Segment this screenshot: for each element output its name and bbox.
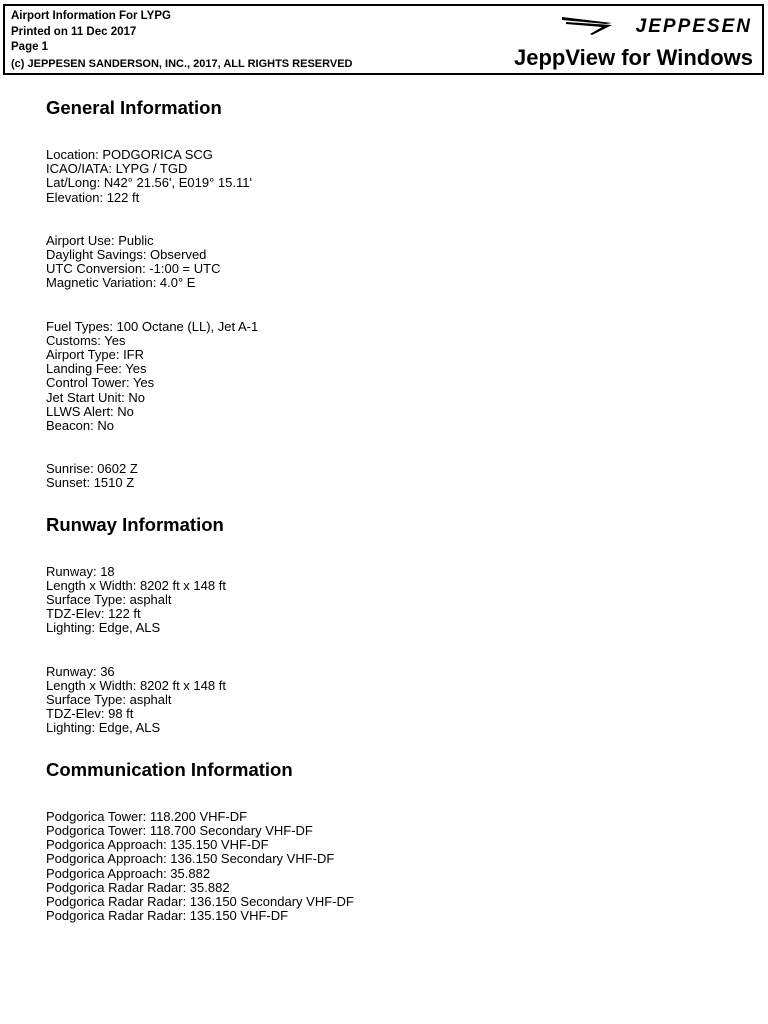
jeppesen-swoosh-icon xyxy=(562,17,614,37)
general-heading: General Information xyxy=(46,97,222,118)
info-line: Podgorica Approach: 135.150 VHF-DF xyxy=(46,837,269,853)
info-line: Sunrise: 0602 Z xyxy=(46,461,138,477)
info-line: Daylight Savings: Observed xyxy=(46,247,207,263)
info-line: Runway: 18 xyxy=(46,563,115,579)
info-line: Lighting: Edge, ALS xyxy=(46,620,161,636)
info-line: Podgorica Approach: 35.882 xyxy=(46,865,211,881)
page-header xyxy=(3,4,764,75)
info-line: Elevation: 122 ft xyxy=(46,189,140,205)
info-line: Jet Start Unit: No xyxy=(46,389,145,405)
info-line: Location: PODGORICA SCG xyxy=(46,147,213,162)
info-line: Magnetic Variation: 4.0° E xyxy=(46,275,196,291)
info-group xyxy=(46,320,726,434)
product-name: JeppView for Windows xyxy=(514,45,753,70)
header-info xyxy=(11,9,353,72)
info-group xyxy=(46,565,726,636)
info-group xyxy=(46,148,726,205)
info-line: LLWS Alert: No xyxy=(46,403,134,419)
info-line: Surface Type: asphalt xyxy=(46,692,172,708)
info-line: TDZ-Elev: 98 ft xyxy=(46,706,134,722)
info-line: Landing Fee: Yes xyxy=(46,361,147,377)
info-line: Airport Use: Public xyxy=(46,232,154,248)
runway-groups xyxy=(46,565,726,736)
info-line: Fuel Types: 100 Octane (LL), Jet A-1 xyxy=(46,318,259,334)
document-body xyxy=(46,96,726,923)
print-date: Printed on 11 Dec 2017 xyxy=(11,25,137,38)
info-line: Podgorica Radar Radar: 135.150 VHF-DF xyxy=(46,908,289,924)
info-line: Control Tower: Yes xyxy=(46,375,155,391)
info-group xyxy=(46,234,726,291)
info-line: Podgorica Approach: 136.150 Secondary VHF-DF xyxy=(46,851,335,867)
info-line: Length x Width: 8202 ft x 148 ft xyxy=(46,577,226,593)
communication-groups xyxy=(46,810,726,924)
document-title: Airport Information For LYPG xyxy=(11,10,171,22)
info-line: Beacon: No xyxy=(46,418,114,434)
info-line: Runway: 36 xyxy=(46,663,115,679)
general-section xyxy=(46,96,726,491)
info-line: Customs: Yes xyxy=(46,332,126,348)
info-line: ICAO/IATA: LYPG / TGD xyxy=(46,161,188,177)
info-line: Podgorica Radar Radar: 35.882 xyxy=(46,879,230,895)
runway-section xyxy=(46,513,726,736)
jeppesen-logo xyxy=(562,15,752,39)
info-line: UTC Conversion: -1:00 = UTC xyxy=(46,261,221,277)
page-number: Page 1 xyxy=(11,41,49,53)
info-line: Podgorica Tower: 118.200 VHF-DF xyxy=(46,808,248,824)
info-line: Airport Type: IFR xyxy=(46,347,145,363)
general-groups xyxy=(46,148,726,491)
info-line: Podgorica Radar Radar: 136.150 Secondary VHF-DF xyxy=(46,893,354,909)
info-line: TDZ-Elev: 122 ft xyxy=(46,606,141,622)
info-line: Lighting: Edge, ALS xyxy=(46,720,161,736)
copyright-notice: (c) JEPPESEN SANDERSON, INC., 2017, ALL RIGHTS RESERVED xyxy=(11,57,353,70)
info-group xyxy=(46,665,726,736)
runway-heading: Runway Information xyxy=(46,513,224,535)
info-line: Podgorica Tower: 118.700 Secondary VHF-DF xyxy=(46,822,313,838)
communication-section xyxy=(46,758,726,924)
info-group xyxy=(46,462,726,490)
info-group xyxy=(46,810,726,924)
communication-heading: Communication Information xyxy=(46,758,293,780)
info-line: Lat/Long: N42° 21.56', E019° 15.11' xyxy=(46,175,252,191)
brand-name: JEPPESEN xyxy=(635,16,752,37)
info-line: Surface Type: asphalt xyxy=(46,592,172,608)
info-line: Sunset: 1510 Z xyxy=(46,475,135,491)
info-line: Length x Width: 8202 ft x 148 ft xyxy=(46,677,226,693)
